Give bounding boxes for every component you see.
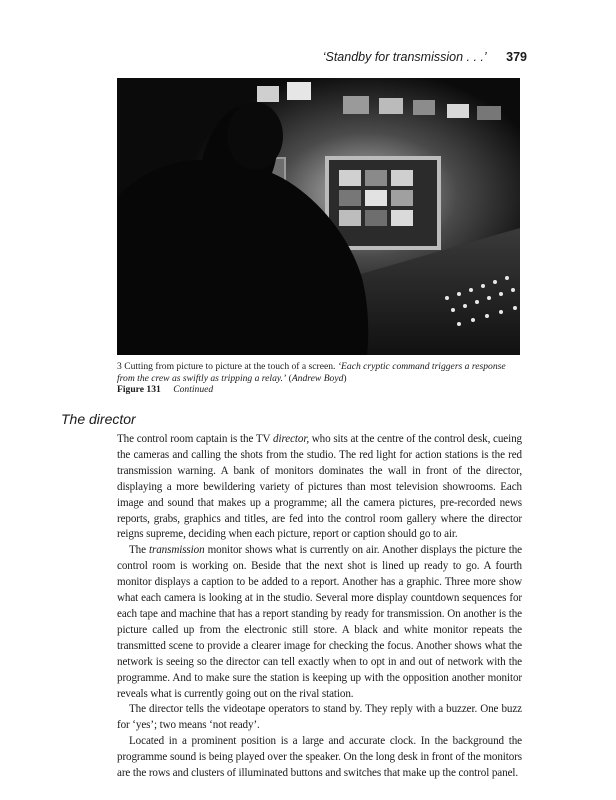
control-room-photo bbox=[117, 78, 520, 355]
figure-caption bbox=[117, 361, 522, 384]
caption-credit-open: ( bbox=[286, 372, 292, 384]
body-text bbox=[117, 432, 522, 782]
paragraph-1 bbox=[117, 432, 522, 543]
running-head bbox=[323, 50, 527, 64]
p1-text-a: The control room captain is the TV bbox=[117, 433, 274, 445]
paragraph-4: Located in a prominent position is a large and accurate clock. In the background the programme sound is being played over the speaker. On the long desk in front of the monitors are the rows and clusters of illuminated buttons and switches that make up the control panel. bbox=[117, 735, 522, 780]
p1-term: director, bbox=[273, 433, 309, 445]
caption-credit: Andrew Boyd bbox=[291, 372, 344, 384]
page-number: 379 bbox=[506, 50, 527, 64]
p1-text-b: who sits at the centre of the control desk, cueing the cameras and calling the shots from the studio. The red light for action stations is the red transmission warning. A bank of monitors dominates the wall in front of the director, displaying a more bewildering variety of pictures than most television showrooms. Each image and sound that makes up a programme; all the camera pictures, pre-recorded news reports, grabs, graphics and titles, are fed into the control room gallery where the director reigns supreme, deciding when each picture, report or caption should go to air. bbox=[117, 433, 522, 541]
caption-prefix: 3 Cutting from picture to picture at the touch of a screen. bbox=[117, 361, 338, 372]
running-title: ‘Standby for transmission . . .’ bbox=[322, 50, 487, 64]
p2-text-a: The bbox=[129, 544, 150, 557]
figure-continued: Continued bbox=[173, 384, 214, 395]
caption-credit-close: ) bbox=[343, 372, 347, 384]
figure-label bbox=[117, 384, 213, 395]
paragraph-3: The director tells the videotape operators to stand by. They reply with a buzzer. One buzz for ‘yes’; two means ‘not ready’. bbox=[117, 703, 522, 732]
photo-illustration bbox=[117, 78, 520, 355]
section-heading: The director bbox=[61, 411, 136, 427]
paragraph-2 bbox=[117, 543, 522, 702]
caption-quote: ‘Each cryptic command triggers a response from the crew as swiftly as tripping a relay.’ bbox=[117, 361, 506, 384]
p2-term: transmission bbox=[149, 544, 205, 557]
p2-text-b: monitor shows what is currently on air. Another displays the picture the control room is working on. Beside that the next shot is lined up ready to go. A fourth monitor displays a caption to be added to a report. Another has a graphic. Three more show what each camera is looking at in the studio. Several more display countdown sequences for each tape and machine that has a report standing by ready for transmission. On another is the picture called up from the electronic still store. A black and white monitor repeats the transmitted scene to provide a clearer image for checking the focus. Another shows what the network is seeing so the director can tell exactly when to opt in and out of network with the programme. And to make sure the station is keeping up with the opposition another monitor reveals what is currently going out on the rival station. bbox=[117, 544, 522, 700]
figure-number: Figure 131 bbox=[117, 384, 161, 395]
